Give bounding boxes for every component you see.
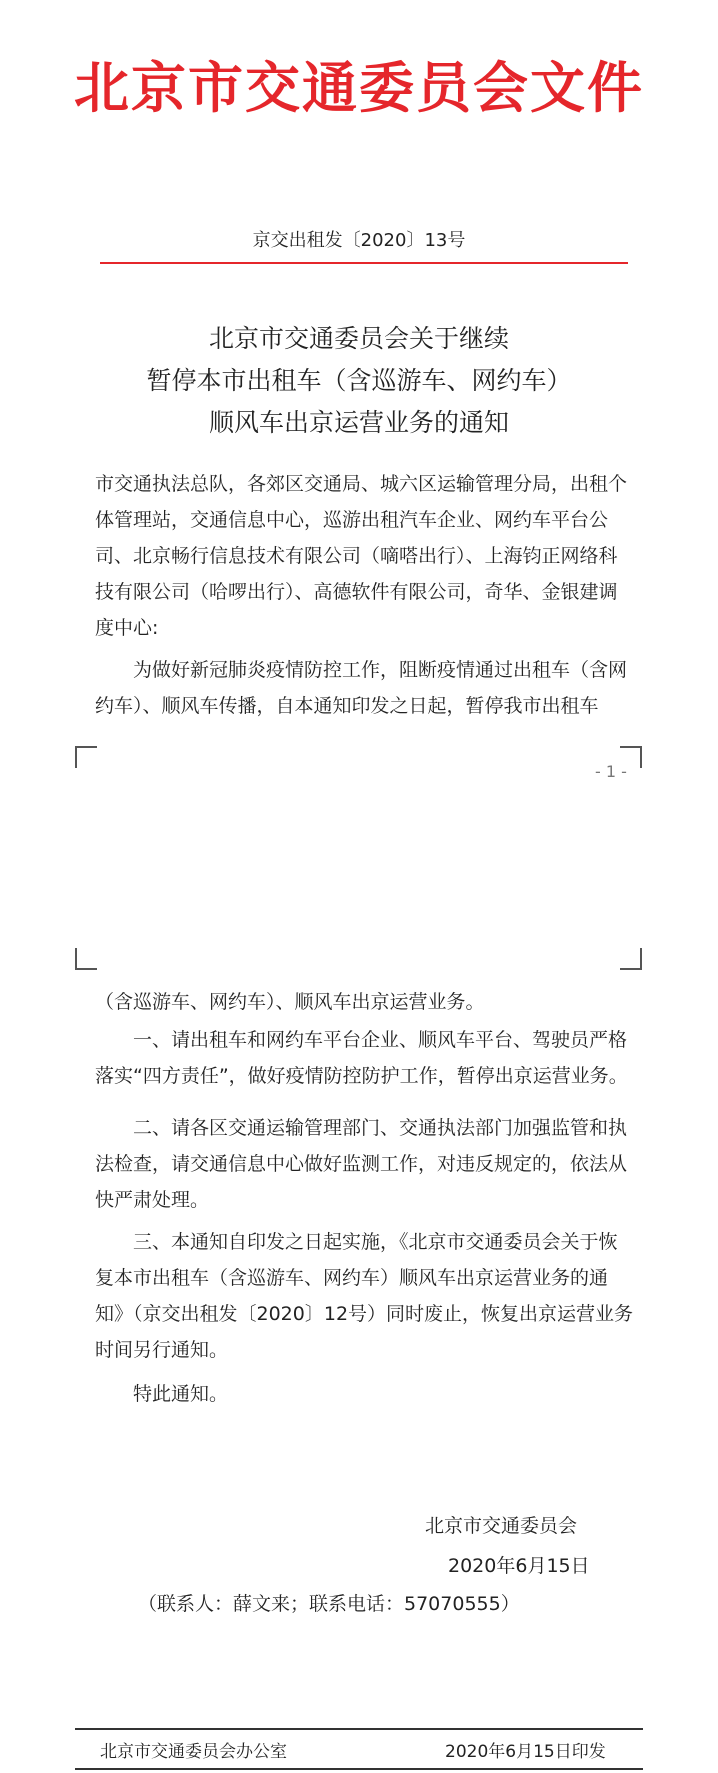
page-number: - 1 - bbox=[595, 762, 627, 781]
document-number: 京交出租发〔2020〕13号 bbox=[252, 230, 466, 251]
footer-bottom-rule bbox=[75, 1768, 643, 1770]
item-2-paragraph: 二、请各区交通运输管理部门、交通执法部门加强监管和执法检查，请交通信息中心做好监测工作，对违反规定的，依法从快严肃处理。 bbox=[95, 1117, 628, 1211]
title-line-3: 顺风车出京运营业务的通知 bbox=[208, 408, 509, 437]
footer-office: 北京市交通委员会办公室 bbox=[100, 1742, 287, 1762]
item-1-paragraph: 一、请出租车和网约车平台企业、顺风车平台、驾驶员严格落实“四方责任”，做好疫情防控防护工作，暂停出京运营业务。 bbox=[95, 1029, 628, 1087]
addressee-paragraph: 市交通执法总队，各郊区交通局、城六区运输管理分局，出租个体管理站，交通信息中心，巡游出租汽车企业、网约车平台公司、北京畅行信息技术有限公司（嘀嗒出行）、上海钧正网络科技有限公司（哈啰出行）、高德软件有限公司，奇华、金银建调度中心: bbox=[95, 473, 628, 639]
crop-mark-top-left bbox=[75, 746, 97, 768]
closing-paragraph: 特此通知。 bbox=[133, 1383, 229, 1405]
contact-info: （联系人：薛文来；联系电话：57070555） bbox=[138, 1593, 520, 1615]
item-3-paragraph: 三、本通知自印发之日起实施，《北京市交通委员会关于恢复本市出租车（含巡游车、网约车）顺风车出京运营业务的通知》（京交出租发〔2020〕12号）同时废止，恢复出京运营业务时间另行通知。 bbox=[95, 1231, 634, 1361]
crop-mark-bottom-left bbox=[75, 948, 97, 970]
crop-mark-bottom-right bbox=[620, 948, 642, 970]
continuation-paragraph: （含巡游车、网约车）、顺风车出京运营业务。 bbox=[95, 991, 485, 1013]
masthead-title: 北京市交通委员会文件 bbox=[73, 56, 644, 120]
signature-org: 北京市交通委员会 bbox=[425, 1515, 578, 1537]
notice-title bbox=[0, 318, 718, 444]
signature-date: 2020年6月15日 bbox=[448, 1555, 590, 1577]
red-divider bbox=[100, 262, 628, 264]
title-line-2: 暂停本市出租车（含巡游车、网约车） bbox=[146, 366, 572, 395]
footer-issued-date: 2020年6月15日印发 bbox=[445, 1742, 606, 1762]
intro-paragraph: 为做好新冠肺炎疫情防控工作，阻断疫情通过出租车（含网约车）、顺风车传播，自本通知印发之日起，暂停我市出租车 bbox=[95, 659, 628, 717]
title-line-1: 北京市交通委员会关于继续 bbox=[208, 324, 509, 353]
footer-top-rule bbox=[75, 1728, 643, 1730]
